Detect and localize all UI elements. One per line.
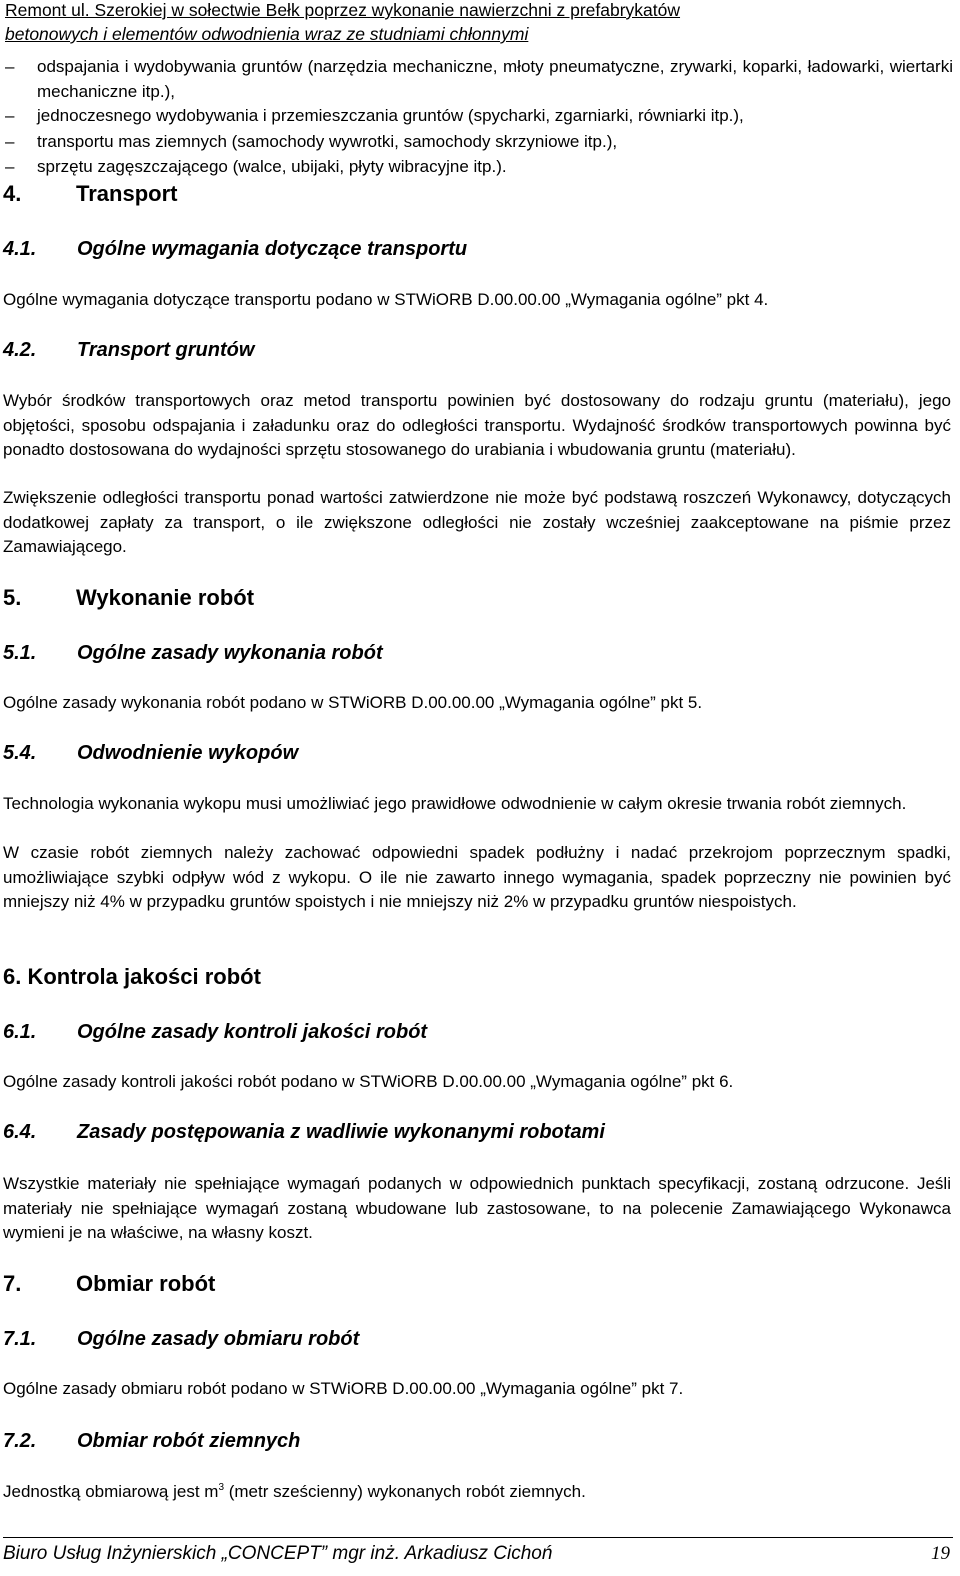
bullet-text: jednoczesnego wydobywania i przemieszczania gruntów (spycharki, zgarniarki, równiarki itp.),	[37, 106, 744, 125]
paragraph: Technologia wykonania wykopu musi umożliwiać jego prawidłowe odwodnienie w całym okresie trwania robót ziemnych.	[3, 794, 907, 813]
section-number: 7.	[3, 1271, 22, 1296]
bullet-item	[5, 55, 953, 105]
section-title: Obmiar robót	[76, 1271, 216, 1296]
subsection-title: Ogólne wymagania dotyczące transportu	[77, 238, 468, 260]
subsection-title: Ogólne zasady wykonania robót	[77, 642, 383, 664]
section-title: Transport	[76, 181, 178, 206]
subsection-title: Transport gruntów	[77, 339, 255, 361]
paragraph: Ogólne wymagania dotyczące transportu podano w STWiORB D.00.00.00 „Wymagania ogólne” pkt 4.	[3, 290, 769, 309]
subsection-title: Zasady postępowania z wadliwie wykonanymi robotami	[77, 1121, 605, 1143]
subsection-heading-7-1	[3, 1328, 359, 1351]
subsection-number: 4.2.	[3, 339, 37, 361]
bullet-text: transportu mas ziemnych (samochody wywrotki, samochody skrzyniowe itp.),	[37, 132, 618, 151]
bullet-item	[5, 130, 953, 155]
bullet-text: sprzętu zagęszczającego (walce, ubijaki, płyty wibracyjne itp.).	[37, 157, 507, 176]
paragraph: Ogólne zasady wykonania robót podano w STWiORB D.00.00.00 „Wymagania ogólne” pkt 5.	[3, 693, 703, 712]
subsection-number: 5.1.	[3, 642, 37, 664]
paragraph: Ogólne zasady obmiaru robót podano w STWiORB D.00.00.00 „Wymagania ogólne” pkt 7.	[3, 1379, 684, 1398]
paragraph	[3, 1482, 586, 1502]
header-title-line-2: betonowych i elementów odwodnienia wraz ze studniami chłonnymi	[5, 24, 529, 44]
bullet-dash: –	[5, 106, 15, 125]
paragraph: Ogólne zasady kontroli jakości robót podano w STWiORB D.00.00.00 „Wymagania ogólne” pkt 6.	[3, 1072, 734, 1091]
paragraph: Zwiększenie odległości transportu ponad wartości zatwierdzone nie może być podstawą roszczeń Wykonawcy, dotyczących dodatkowej zapłaty za transport, o ile zwiększone odległości nie zostały wcześniej zaakceptowane na piśmie przez Zamawiającego.	[3, 488, 951, 556]
subsection-heading-4-1	[3, 238, 467, 261]
subsection-heading-5-1	[3, 642, 383, 665]
paragraph: Wszystkie materiały nie spełniające wymagań podanych w odpowiednich punktach specyfikacji, zostaną odrzucone. Jeśli materiały nie spełniające wymagań zostaną wbudowane lub zastosowane, to na polecenie Zamawiającego Wykonawca wymieni je na właściwe, na własny koszt.	[3, 1174, 951, 1242]
bullet-dash: –	[5, 57, 15, 76]
subsection-number: 6.1.	[3, 1021, 37, 1043]
section-heading-6: 6. Kontrola jakości robót	[3, 964, 261, 989]
subsection-heading-6-1	[3, 1021, 427, 1044]
subsection-heading-4-2	[3, 339, 254, 362]
paragraph: W czasie robót ziemnych należy zachować odpowiedni spadek podłużny i nadać przekrojom poprzecznym spadki, umożliwiające szybki odpływ wód z wykopu. O ile nie zawarto innego wymagania, spadek poprzeczny nie powinien być mniejszy niż 4% w przypadku gruntów spoistych i nie mniejszy niż 2% w przypadku gruntów niespoistych.	[3, 843, 951, 911]
subsection-number: 7.1.	[3, 1328, 37, 1350]
subsection-number: 5.4.	[3, 742, 37, 764]
footer-divider	[3, 1537, 953, 1538]
bullet-text: odspajania i wydobywania gruntów (narzędzia mechaniczne, młoty pneumatyczne, zrywarki, koparki, ładowarki, wiertarki mechaniczne itp.),	[37, 57, 953, 101]
subsection-heading-7-2	[3, 1430, 300, 1453]
section-number: 4.	[3, 181, 22, 206]
subsection-number: 7.2.	[3, 1430, 37, 1452]
subsection-title: Odwodnienie wykopów	[77, 742, 299, 764]
bullet-item	[5, 155, 953, 180]
subsection-number: 4.1.	[3, 238, 37, 260]
subsection-heading-6-4	[3, 1121, 605, 1144]
subsection-title: Obmiar robót ziemnych	[77, 1430, 301, 1452]
section-heading-7	[3, 1271, 215, 1297]
subsection-title: Ogólne zasady obmiaru robót	[77, 1328, 360, 1350]
footer-text: Biuro Usług Inżynierskich „CONCEPT” mgr inż. Arkadiusz Cichoń	[3, 1543, 553, 1564]
section-heading-5	[3, 585, 254, 611]
paragraph-text: Jednostką obmiarową jest m	[3, 1482, 219, 1501]
superscript: 3	[218, 1482, 224, 1493]
subsection-title: Ogólne zasady kontroli jakości robót	[77, 1021, 428, 1043]
paragraph-text: (metr sześcienny) wykonanych robót ziemnych.	[224, 1482, 586, 1501]
page-number: 19	[931, 1543, 950, 1564]
section-heading-4	[3, 181, 177, 207]
paragraph: Wybór środków transportowych oraz metod transportu powinien być dostosowany do rodzaju gruntu (materiału), jego objętości, sposobu odspajania i załadunku oraz do odległości transportu. Wydajność środków transportowych powinna być ponadto dostosowana do wydajności sprzętu stosowanego do urabiania i wbudowania gruntu (materiału).	[3, 391, 951, 459]
header-title-line-1: Remont ul. Szerokiej w sołectwie Bełk poprzez wykonanie nawierzchni z prefabrykatów	[5, 0, 681, 20]
section-number: 5.	[3, 585, 22, 610]
subsection-number: 6.4.	[3, 1121, 37, 1143]
subsection-heading-5-4	[3, 742, 298, 765]
section-title: Wykonanie robót	[76, 585, 255, 610]
bullet-dash: –	[5, 157, 15, 176]
bullet-item	[5, 104, 953, 129]
bullet-dash: –	[5, 132, 15, 151]
